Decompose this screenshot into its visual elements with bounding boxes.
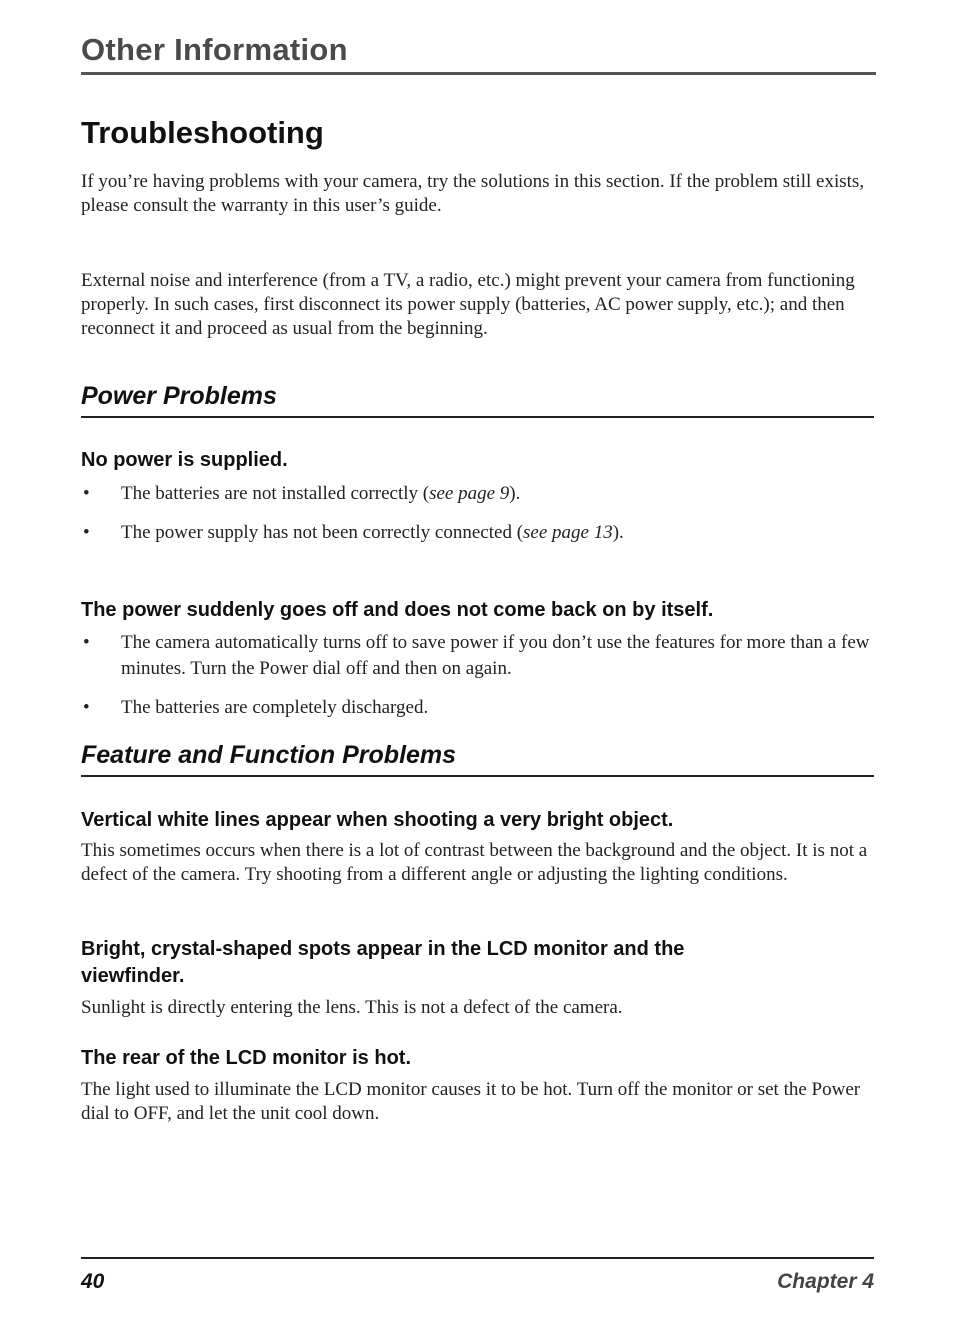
- feature-problems-title: Feature and Function Problems: [81, 741, 457, 769]
- power-problems-title: Power Problems: [81, 382, 277, 410]
- list-item-text: The camera automatically turns off to save power if you don’t use the features for more than a few minutes. Turn the Power dial off and then on again.: [121, 632, 870, 679]
- page-number: 40: [81, 1270, 105, 1293]
- lcd-hot-heading: The rear of the LCD monitor is hot.: [81, 1047, 412, 1069]
- page-reference: see page 9: [429, 483, 510, 504]
- no-power-heading: No power is supplied.: [81, 449, 288, 471]
- bullet-marker: •: [83, 483, 90, 504]
- noise-paragraph: External noise and interference (from a TV, a radio, etc.) might prevent your camera from functioning properly. In such cases, first disconnect its power supply (batteries, AC power supply, etc.); and then reconnect it and proceed as usual from the beginning.: [81, 270, 855, 339]
- list-item-text: The batteries are not installed correctly (see page 9).: [121, 483, 521, 504]
- page-reference: see page 13: [523, 522, 613, 543]
- footer-divider: [81, 1257, 874, 1259]
- chapter-label: Chapter 4: [777, 1270, 874, 1293]
- header-divider: [81, 72, 876, 75]
- lcd-hot-body: The light used to illuminate the LCD monitor causes it to be hot. Turn off the monitor or set the Power dial to OFF, and let the unit cool down.: [81, 1079, 861, 1124]
- intro-paragraph: If you’re having problems with your camera, try the solutions in this section. If the problem still exists, please consult the warranty in this user’s guide.: [81, 171, 865, 216]
- page-title: Troubleshooting: [81, 115, 324, 150]
- bullet-marker: •: [83, 632, 90, 653]
- crystal-spots-heading: Bright, crystal-shaped spots appear in the LCD monitor and the viewfinder.: [81, 938, 685, 987]
- white-lines-body: This sometimes occurs when there is a lot of contrast between the background and the object. It is not a defect of the camera. Try shooting from a different angle or adjusting the lighting conditions.: [81, 840, 868, 885]
- list-item-text: The power supply has not been correctly connected (see page 13).: [121, 522, 624, 543]
- power-off-heading: The power suddenly goes off and does not come back on by itself.: [81, 599, 714, 621]
- bullet-marker: •: [83, 522, 90, 543]
- list-item-text: The batteries are completely discharged.: [121, 697, 429, 718]
- crystal-spots-body: Sunlight is directly entering the lens. This is not a defect of the camera.: [81, 997, 623, 1018]
- bullet-marker: •: [83, 697, 90, 718]
- power-section-divider: [81, 416, 874, 418]
- feature-section-divider: [81, 775, 874, 777]
- white-lines-heading: Vertical white lines appear when shooting a very bright object.: [81, 809, 674, 831]
- section-header: Other Information: [81, 32, 348, 67]
